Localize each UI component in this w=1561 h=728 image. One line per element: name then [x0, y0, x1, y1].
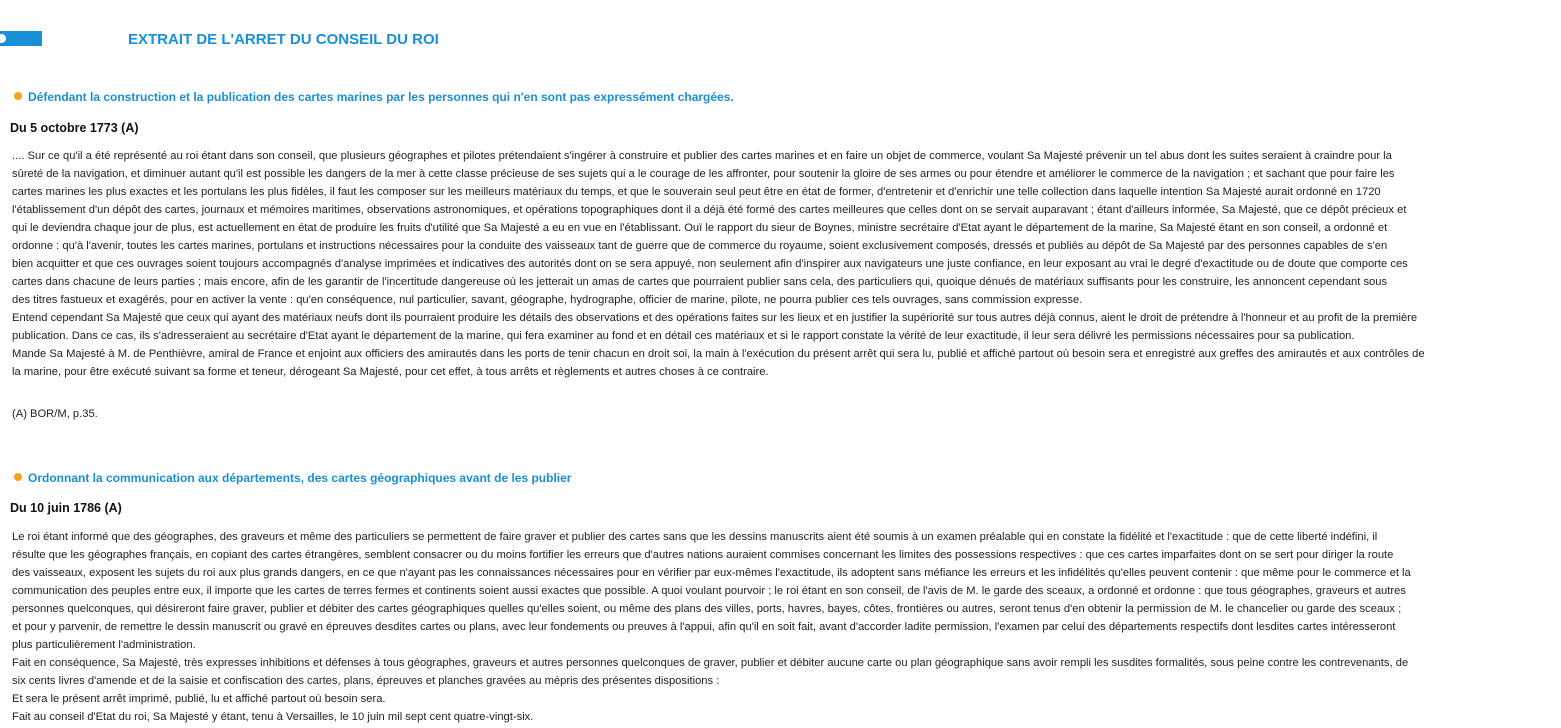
paragraph-line: cartes dans chacune de leurs parties ; mais encore, afin de les garantir de l'incertitude dangereuse où les jetterait un amas de cartes que pourraient publier sans cela, des particuliers qui, quoique dénués de matériaux suffisants pour les construire, les annoncent cependant sous [12, 276, 1388, 288]
paragraph-line: plus particulièrement l'administration. [12, 639, 196, 651]
page-title: EXTRAIT DE L'ARRET DU CONSEIL DU ROI [128, 31, 439, 48]
paragraph-line: et pour y parvenir, de remettre le dessin manuscrit ou gravé en épreuves desdites cartes ou plans, avec leur fondements ou preuves à l'appui, afin qu'il en soit fait, avant d'accorder ladite permission, l'examen par celui des départements respectifs dont lesdites cartes intéresseront [12, 621, 1396, 633]
header-accent-bar [0, 31, 42, 46]
paragraph-line: Fait au conseil d'Etat du roi, Sa Majesté y étant, tenu à Versailles, le 10 juin mil sept cent quatre-vingt-six. [12, 711, 534, 723]
section-heading-1-text: Défendant la construction et la publication des cartes marines par les personnes qui n'en sont pas expressément chargées. [28, 90, 734, 104]
paragraph-line: communication des peuples entre eux, il importe que les cartes de terres fermes et continents soient aussi exactes que possible. A quoi voulant pourvoir ; le roi étant en son conseil, de l'avis de M. le garde des sceaux, a ordonné et ordonne : que tous géographes, graveurs et autres [12, 585, 1406, 597]
section-2-date: Du 10 juin 1786 (A) [10, 501, 122, 515]
section-heading-2-text: Ordonnant la communication aux départements, des cartes géographiques avant de les publier [28, 471, 572, 485]
bullet-icon [14, 473, 22, 481]
paragraph-line: sûreté de la navigation, et diminuer autant qu'il est possible les dangers de la mer à cette classe précieuse de ses sujets qui a le courage de les affronter, pour soutenir la gloire de ses armes ou pour étendre et améliorer le commerce de la navigation ; et sachant que pour faire les [12, 168, 1395, 180]
paragraph-line: la marine, pour être exécuté suivant sa forme et teneur, dérogeant Sa Majesté, pour cet effet, à tous arrêts et règlements et autres choses à ce contraire. [12, 366, 769, 378]
section-1-date: Du 5 octobre 1773 (A) [10, 121, 139, 135]
section-heading-2 [14, 471, 571, 485]
paragraph-line: six cents livres d'amende et de la saisie et confiscation des cartes, plans, épreuves et planches gravées au mépris des présentes dispositions : [12, 675, 720, 687]
paragraph-line: .... Sur ce qu'il a été représenté au roi étant dans son conseil, que plusieurs géographes et pilotes prétendaient s'ingérer à construire et publier des cartes marines et en faire un objet de commerce, voulant Sa Majesté prévenir un tel abus dont les suites seraient à craindre pour la [12, 150, 1392, 162]
section-1-footnote: (A) BOR/M, p.35. [12, 408, 98, 420]
bullet-icon [14, 92, 22, 100]
paragraph-line: ordonne : qu'à l'avenir, toutes les cartes marines, portulans et instructions nécessaires pour la conduite des vaisseaux tant de guerre que de commerce du royaume, soient exclusivement composés, dressés et publiés au dépôt de Sa Majesté par des personnes capables de s'en [12, 240, 1388, 252]
paragraph-line: résulte que les géographes français, en copiant des cartes étrangères, semblent consacrer ou du moins fortifier les erreurs que d'autres nations auraient commises concernant les limites des possessions respectives : que ces cartes imparfaites dont on se sert pour diriger la route [12, 549, 1394, 561]
paragraph-line: Et sera le présent arrêt imprimé, publié, lu et affiché partout où besoin sera. [12, 693, 386, 705]
section-2-body [12, 528, 1560, 726]
paragraph-line: Fait en conséquence, Sa Majesté, très expresses inhibitions et défenses à tous géographes, graveurs et autres personnes quelconques de graver, publier et débiter aucune carte ou plan géographique sans avoir rempli les susdites formalités, sous peine contre les contrevenants, de [12, 657, 1409, 669]
section-heading-1 [14, 90, 734, 104]
paragraph-line: l'établissement d'un dépôt des cartes, journaux et mémoires maritimes, observations astronomiques, et opérations topographiques dont il a déjà été formé des cartes meilleures que celles dont on se servait auparavant ; étant d'ailleurs informée, Sa Majesté, que ce dépôt précieux et [12, 204, 1407, 216]
paragraph-line: personnes quelconques, qui désireront faire graver, publier et débiter des cartes géographiques quelles qu'elles soient, ou même des plans des villes, ports, havres, bayes, côtes, frontières ou autres, seront tenus d'en obtenir la permission de M. le chancelier ou garde des sceaux ; [12, 603, 1402, 615]
paragraph-line: Mande Sa Majesté à M. de Penthièvre, amiral de France et enjoint aux officiers des amirautés dans les ports de tenir chacun en droit soi, la main à l'exécution du présent arrêt qui sera lu, publié et affiché partout où besoin sera et enregistré aux greffes des amirautés et aux contrôles de [12, 348, 1425, 360]
paragraph-line: des vaisseaux, exposent les sujets du roi aux plus grands dangers, en ce que n'ayant pas les connaissances nécessaires pour en vérifier par eux-mêmes l'exactitude, ils adoptent sans méfiance les erreurs et les infidélités qu'elles peuvent contenir : que même pour le commerce et la [12, 567, 1411, 579]
paragraph-line: des titres fastueux et exagérés, pour en activer la vente : qu'en conséquence, nul particulier, savant, géographe, hydrographe, officier de marine, pilote, ne pourra publier ces tels ouvrages, sans commission expresse. [12, 294, 1083, 306]
paragraph-line: Le roi étant informé que des géographes, des graveurs et même des particuliers se permettent de faire graver et publier des cartes sans que les dessins manuscrits aient été soumis à un examen préalable qui en constate la fidélité et l'exactitude : que de cette liberté indéfini, il [12, 531, 1378, 543]
paragraph-line: qui le deviendra chaque jour de plus, est actuellement en état de produire les fruits d'utilité que Sa Majesté a eu en vue en l'établissant. Ouï le rapport du sieur de Boynes, ministre secrétaire d'Etat ayant le département de la marine, Sa Majesté étant en son conseil, a ordonné et [12, 222, 1388, 234]
section-1-body [12, 147, 1560, 381]
paragraph-line: cartes marines les plus exactes et les portulans les plus fidèles, il faut les composer sur les meilleurs matériaux du temps, et que le souverain seul peut être en état de former, d'entretenir et d'enrichir une telle collection dans laquelle intention Sa Majesté aurait ordonné en 1720 [12, 186, 1381, 198]
paragraph-line: publication. Dans ce cas, ils s'adresseraient au secrétaire d'Etat ayant le département de la marine, qui fera examiner au fond et en détail ces matériaux et si le rapport constate la vérité de leur exactitude, il leur sera délivré les permissions nécessaires pour sa publication. [12, 330, 1355, 342]
paragraph-line: bien acquitter et que ces ouvrages soient toujours accompagnés d'analyse imprimées et indicatives des autorités dont on se sera appuyé, non seulement afin d'inspirer aux navigateurs une juste confiance, en leur exposant au vrai le degré d'exactitude ou de doute que comporte ces [12, 258, 1408, 270]
header-accent-dot [0, 34, 6, 43]
paragraph-line: Entend cependant Sa Majesté que ceux qui ayant des matériaux neufs dont ils pourraient produire les détails des observations et des opérations faites sur les lieux et en justifier la supériorité sur tous autres déjà connus, aient le droit de prétendre à l'honneur et au profit de la première [12, 312, 1418, 324]
